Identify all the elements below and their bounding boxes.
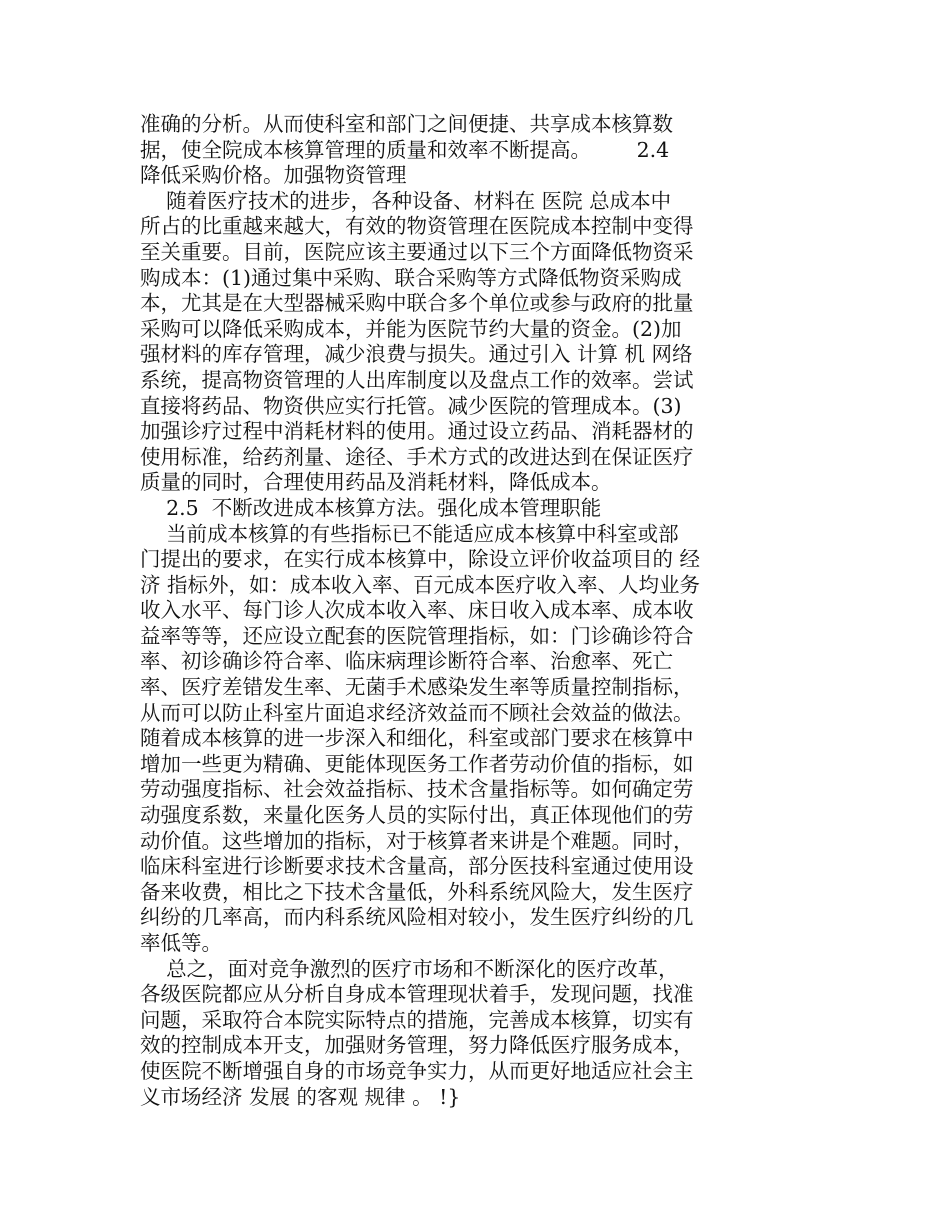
text-line: 率低等。 [140,931,222,955]
text-line: 所占的比重越来越大，有效的物资管理在医院成本控制中变得 [140,214,694,239]
text-line: 临床科室进行诊断要求技术含量高，部分医技科室通过使用设 [140,854,694,879]
text-line: 使用标准，给药剂量、途径、手术方式的改进达到在保证医疗 [140,444,694,469]
text-line: 率、医疗差错发生率、无菌手术感染发生率等质量控制指标， [140,675,694,700]
text-line: 至关重要。目前，医院应该主要通过以下三个方面降低物资采 [140,239,694,264]
text-line: 益率等等，还应设立配套的医院管理指标，如：门诊确诊符合 [140,623,694,648]
section-heading-line: 2.5 不断改进成本核算方法。强化成本管理职能 [140,495,602,520]
text-line: 总之，面对竞争激烈的医疗市场和不断深化的医疗改革， [140,956,679,981]
text-line: 加强诊疗过程中消耗材料的使用。通过设立药品、消耗器材的 [140,419,694,444]
text-line: 劳动强度指标、社会效益指标、技术含量指标等。如何确定劳 [140,777,694,802]
text-line: 门提出的要求，在实行成本核算中，除设立评价收益项目的 经 [140,547,701,572]
text-line: 本，尤其是在大型器械采购中联合多个单位或参与政府的批量 [140,291,694,316]
text-line: 纠纷的几率高，而内科系统风险相对较小，发生医疗纠纷的几 [140,905,694,930]
text-line: 采购可以降低采购成本，并能为医院节约大量的资金。(2)加 [140,316,682,341]
text-line: 购成本：(1)通过集中采购、联合采购等方式降低物资采购成 [140,265,682,290]
text-line: 问题，采取符合本院实际特点的措施，完善成本核算，切实有 [140,1007,694,1032]
text-line: 动价值。这些增加的指标，对于核算者来讲是个难题。同时， [140,828,694,853]
section-heading-line: 降低采购价格。加强物资管理 [140,163,407,188]
text-line: 率、初诊确诊符合率、临床病理诊断符合率、治愈率、死亡 [140,649,673,674]
text-line: 强材料的库存管理，减少浪费与损失。通过引入 计算 机 网络 [140,342,693,367]
body-text [140,112,750,1110]
text-line: 随着医疗技术的进步，各种设备、材料在 医院 总成本中 [140,188,672,213]
text-line: 使医院不断增强自身的市场竞争实力，从而更好地适应社会主 [140,1058,694,1083]
text-line: 各级医院都应从分析自身成本管理现状着手，发现问题，找准 [140,982,694,1007]
text-line: 增加一些更为精确、更能体现医务工作者劳动价值的指标，如 [140,751,694,776]
text-line: 备来收费，相比之下技术含量低，外科系统风险大，发生医疗 [140,879,694,904]
text-line: 当前成本核算的有些指标已不能适应成本核算中科室或部 [140,521,679,546]
text-line: 效的控制成本开支，加强财务管理，努力降低医疗服务成本， [140,1033,694,1058]
text-line: 从而可以防止科室片面追求经济效益而不顾社会效益的做法。 [140,700,694,725]
text-line: 准确的分析。从而使科室和部门之间便捷、共享成本核算数 [140,112,673,136]
text-line: 系统，提高物资管理的人出库制度以及盘点工作的效率。尝试 [140,367,694,392]
text-line: 随着成本核算的进一步深入和细化，科室或部门要求在核算中 [140,726,694,751]
text-line: 质量的同时，合理使用药品及消耗材料，降低成本。 [140,470,612,495]
text-line: 动强度系数，来量化医务人员的实际付出，真正体现他们的劳 [140,803,694,828]
text-line: 济 指标外，如：成本收入率、百元成本医疗收入率、人均业务 [140,572,701,597]
text-line: 直接将药品、物资供应实行托管。减少医院的管理成本。(3) [140,393,682,418]
text-line: 义市场经济 发展 的客观 规律 。 !} [140,1084,461,1109]
text-line: 据，使全院成本核算管理的质量和效率不断提高。 2.4 [140,137,670,162]
text-line: 收入水平、每门诊人次成本收入率、床日收入成本率、成本收 [140,598,694,623]
